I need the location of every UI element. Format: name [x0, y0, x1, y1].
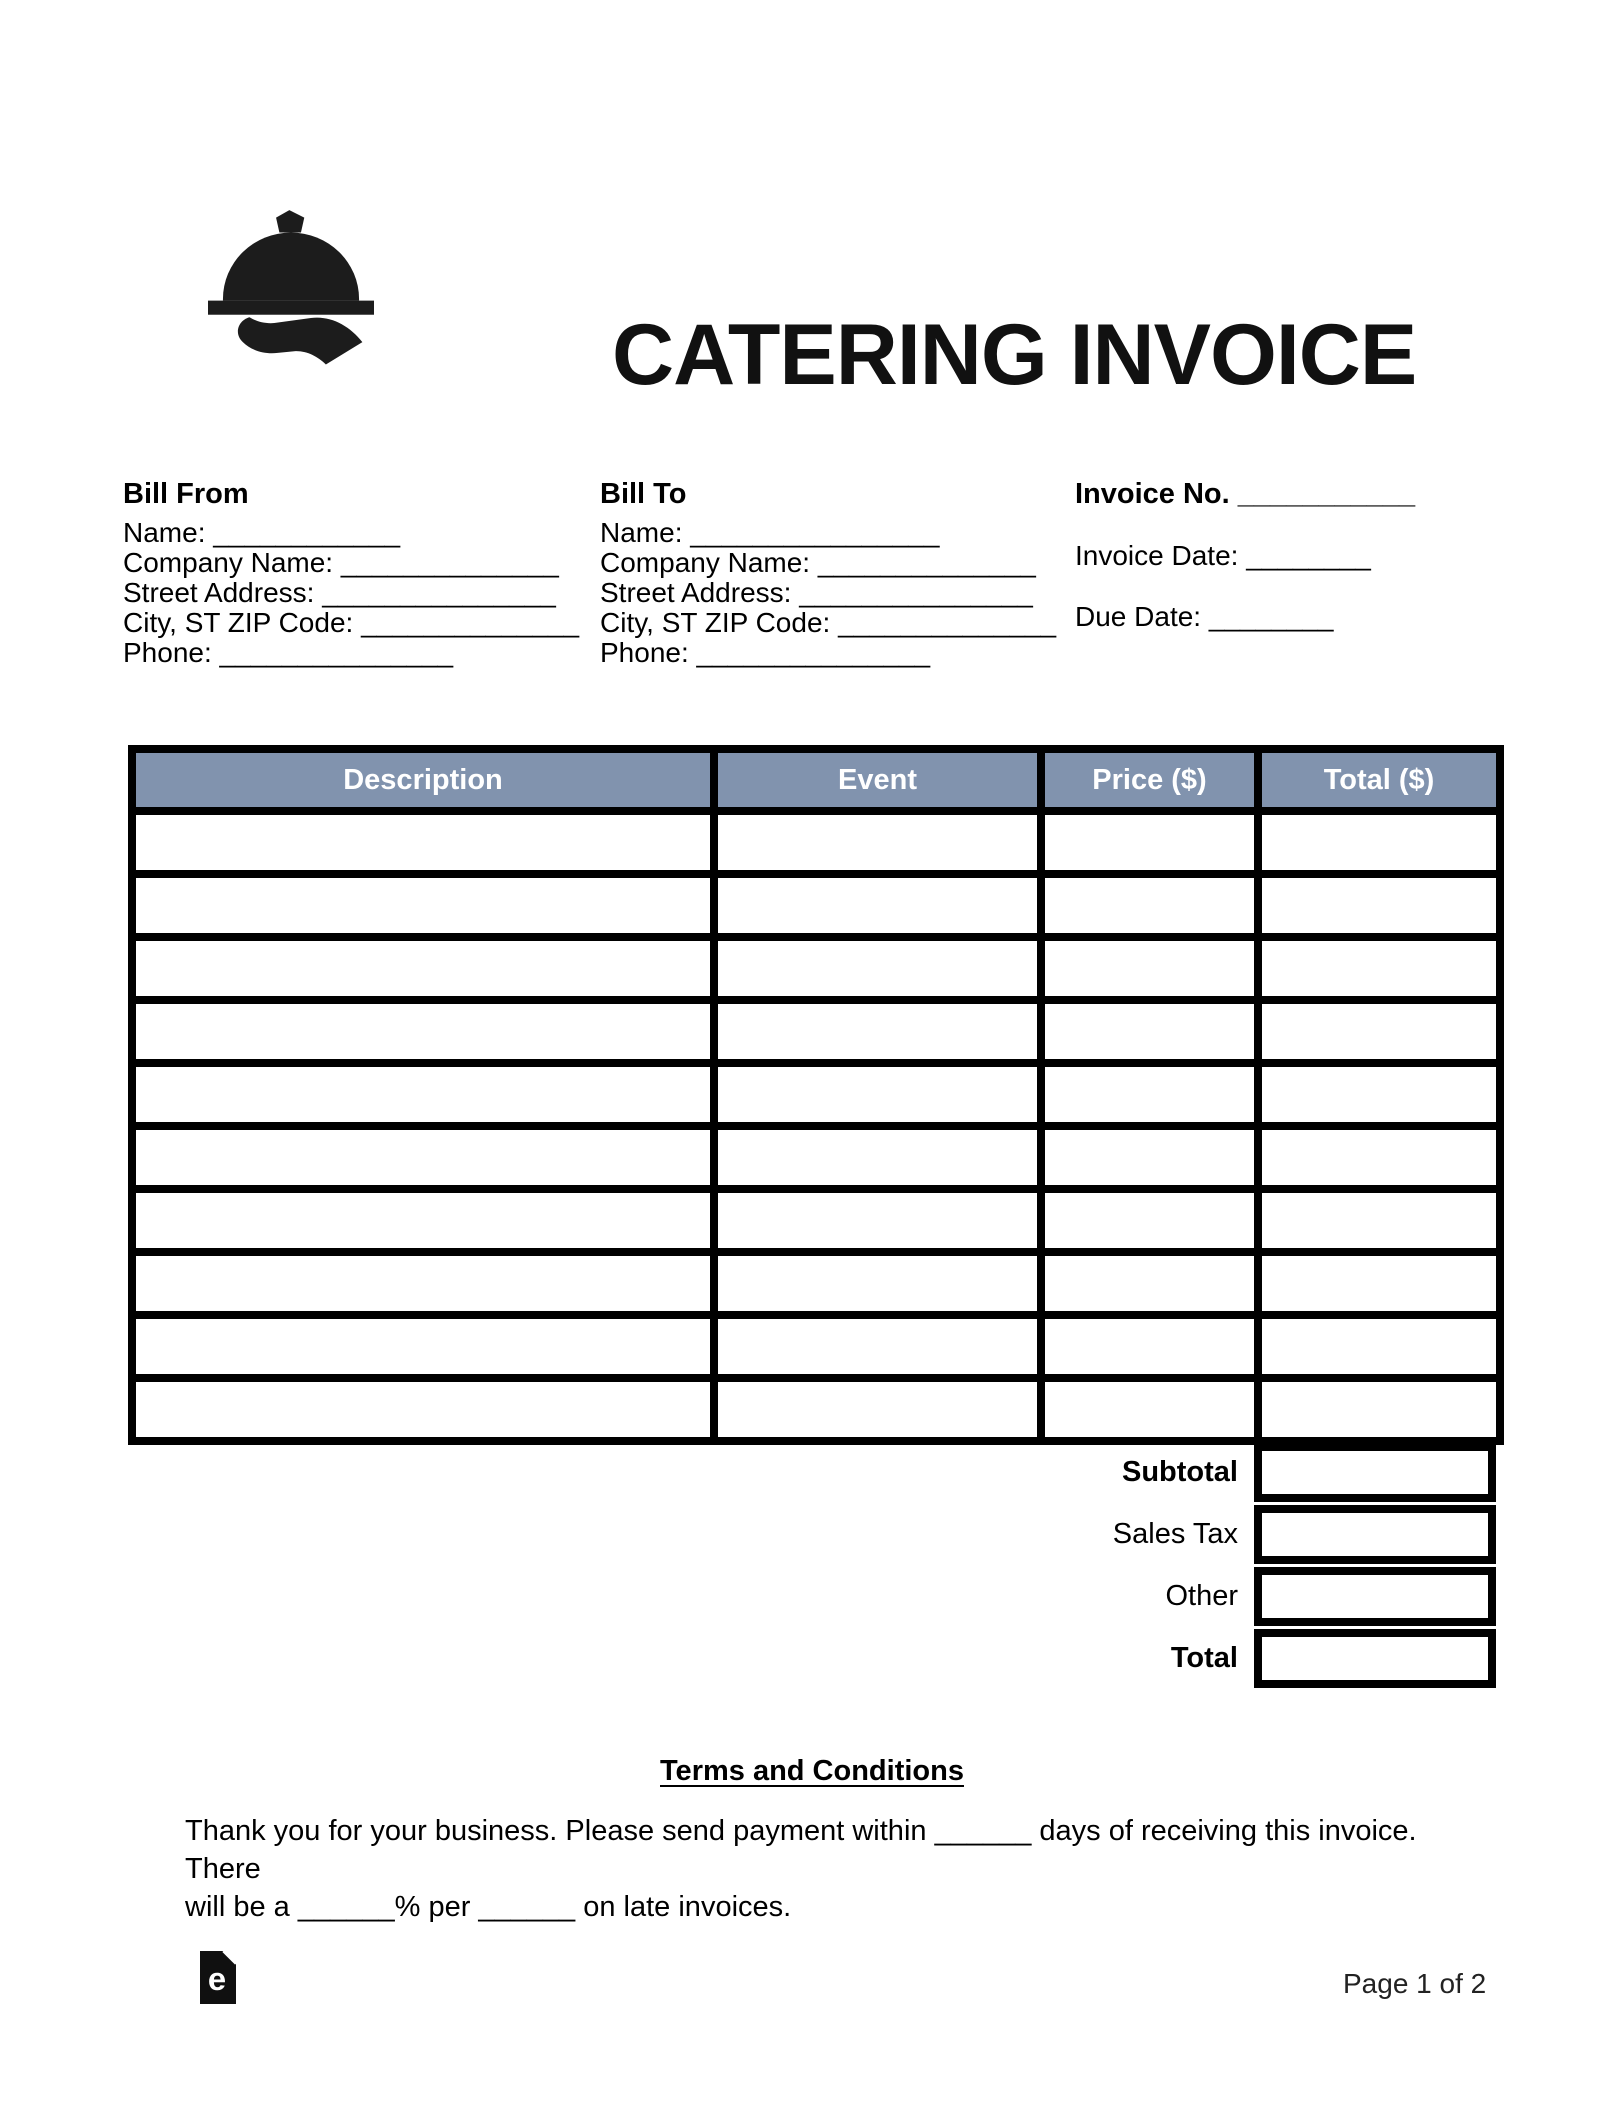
total-row [128, 1629, 1496, 1688]
sales-tax-label: Sales Tax [1112, 1518, 1238, 1550]
cell-description[interactable] [132, 1189, 714, 1252]
table-row [132, 1063, 1500, 1126]
bill-to-street-field[interactable]: Street Address: _______________ [600, 577, 1033, 608]
cell-price[interactable] [1041, 1000, 1258, 1063]
terms-heading: Terms and Conditions [660, 1755, 964, 1787]
cell-total[interactable] [1258, 1378, 1500, 1441]
eforms-logo-icon [200, 1951, 236, 2004]
page-indicator: Page 1 of 2 [1343, 1968, 1487, 1999]
table-row [132, 874, 1500, 937]
items-table-body [132, 811, 1500, 1441]
other-value-box[interactable] [1254, 1567, 1496, 1626]
cell-price[interactable] [1041, 1063, 1258, 1126]
cell-price[interactable] [1041, 937, 1258, 1000]
column-header-total: Total ($) [1258, 749, 1500, 811]
invoice-meta-section [1075, 479, 1415, 663]
subtotal-value-box[interactable] [1254, 1443, 1496, 1502]
table-row [132, 937, 1500, 1000]
bill-from-company-field[interactable]: Company Name: ______________ [123, 547, 559, 578]
column-header-price: Price ($) [1041, 749, 1258, 811]
cell-description[interactable] [132, 874, 714, 937]
bill-to-heading: Bill To [600, 478, 687, 510]
items-table [128, 745, 1504, 1445]
cell-price[interactable] [1041, 811, 1258, 874]
sales-tax-row [128, 1505, 1496, 1564]
bill-to-city-field[interactable]: City, ST ZIP Code: ______________ [600, 607, 1057, 638]
cell-event[interactable] [714, 1000, 1041, 1063]
table-row [132, 1126, 1500, 1189]
bill-to-phone-field[interactable]: Phone: _______________ [600, 637, 931, 668]
terms-line-1: Thank you for your business. Please send payment within ______ days of receiving this invoice. There [185, 1815, 1417, 1885]
subtotal-row [128, 1443, 1496, 1502]
cell-event[interactable] [714, 1315, 1041, 1378]
column-header-event: Event [714, 749, 1041, 811]
cell-event[interactable] [714, 874, 1041, 937]
cell-description[interactable] [132, 811, 714, 874]
cell-price[interactable] [1041, 1315, 1258, 1378]
cell-price[interactable] [1041, 1126, 1258, 1189]
table-row [132, 1378, 1500, 1441]
other-row [128, 1567, 1496, 1626]
cell-total[interactable] [1258, 1063, 1500, 1126]
cell-total[interactable] [1258, 874, 1500, 937]
summary-section [128, 1443, 1496, 1688]
items-table-header-row [132, 749, 1500, 811]
bill-to-name-field[interactable]: Name: ________________ [600, 517, 940, 548]
total-value-box[interactable] [1254, 1629, 1496, 1688]
cell-description[interactable] [132, 1252, 714, 1315]
bill-from-city-field[interactable]: City, ST ZIP Code: ______________ [123, 607, 580, 638]
cell-event[interactable] [714, 1063, 1041, 1126]
bill-from-heading: Bill From [123, 478, 249, 510]
table-row [132, 1000, 1500, 1063]
terms-line-2: will be a ______% per ______ on late invoices. [185, 1891, 792, 1923]
page-title: CATERING INVOICE [612, 307, 1417, 403]
terms-body [185, 1812, 1465, 1926]
cell-description[interactable] [132, 1063, 714, 1126]
cell-description[interactable] [132, 1000, 714, 1063]
cell-description[interactable] [132, 1378, 714, 1441]
cell-event[interactable] [714, 811, 1041, 874]
cell-event[interactable] [714, 1189, 1041, 1252]
svg-text:e: e [207, 1960, 227, 1998]
invoice-number-field[interactable]: Invoice No. ___________ [1075, 478, 1416, 510]
catering-cloche-icon [205, 206, 377, 372]
subtotal-label: Subtotal [1122, 1456, 1238, 1488]
bill-to-company-field[interactable]: Company Name: ______________ [600, 547, 1036, 578]
cell-price[interactable] [1041, 1189, 1258, 1252]
sales-tax-value-box[interactable] [1254, 1505, 1496, 1564]
cell-total[interactable] [1258, 1315, 1500, 1378]
cell-event[interactable] [714, 937, 1041, 1000]
bill-from-section [123, 479, 579, 668]
cell-total[interactable] [1258, 811, 1500, 874]
table-row [132, 811, 1500, 874]
cell-price[interactable] [1041, 1252, 1258, 1315]
invoice-date-field[interactable]: Invoice Date: ________ [1075, 540, 1371, 571]
cell-price[interactable] [1041, 1378, 1258, 1441]
cell-total[interactable] [1258, 1252, 1500, 1315]
due-date-field[interactable]: Due Date: ________ [1075, 601, 1334, 632]
column-header-description: Description [132, 749, 714, 811]
cell-total[interactable] [1258, 1189, 1500, 1252]
total-label: Total [1170, 1642, 1238, 1674]
cell-description[interactable] [132, 1126, 714, 1189]
cell-total[interactable] [1258, 937, 1500, 1000]
cell-description[interactable] [132, 1315, 714, 1378]
cell-price[interactable] [1041, 874, 1258, 937]
bill-from-phone-field[interactable]: Phone: _______________ [123, 637, 454, 668]
cell-event[interactable] [714, 1252, 1041, 1315]
bill-from-street-field[interactable]: Street Address: _______________ [123, 577, 556, 608]
bill-to-section [600, 479, 1056, 668]
cell-description[interactable] [132, 937, 714, 1000]
table-row [132, 1315, 1500, 1378]
cell-total[interactable] [1258, 1000, 1500, 1063]
table-row [132, 1252, 1500, 1315]
other-label: Other [1165, 1580, 1238, 1612]
cell-event[interactable] [714, 1126, 1041, 1189]
bill-from-name-field[interactable]: Name: ____________ [123, 517, 401, 548]
table-row [132, 1189, 1500, 1252]
cell-event[interactable] [714, 1378, 1041, 1441]
cell-total[interactable] [1258, 1126, 1500, 1189]
